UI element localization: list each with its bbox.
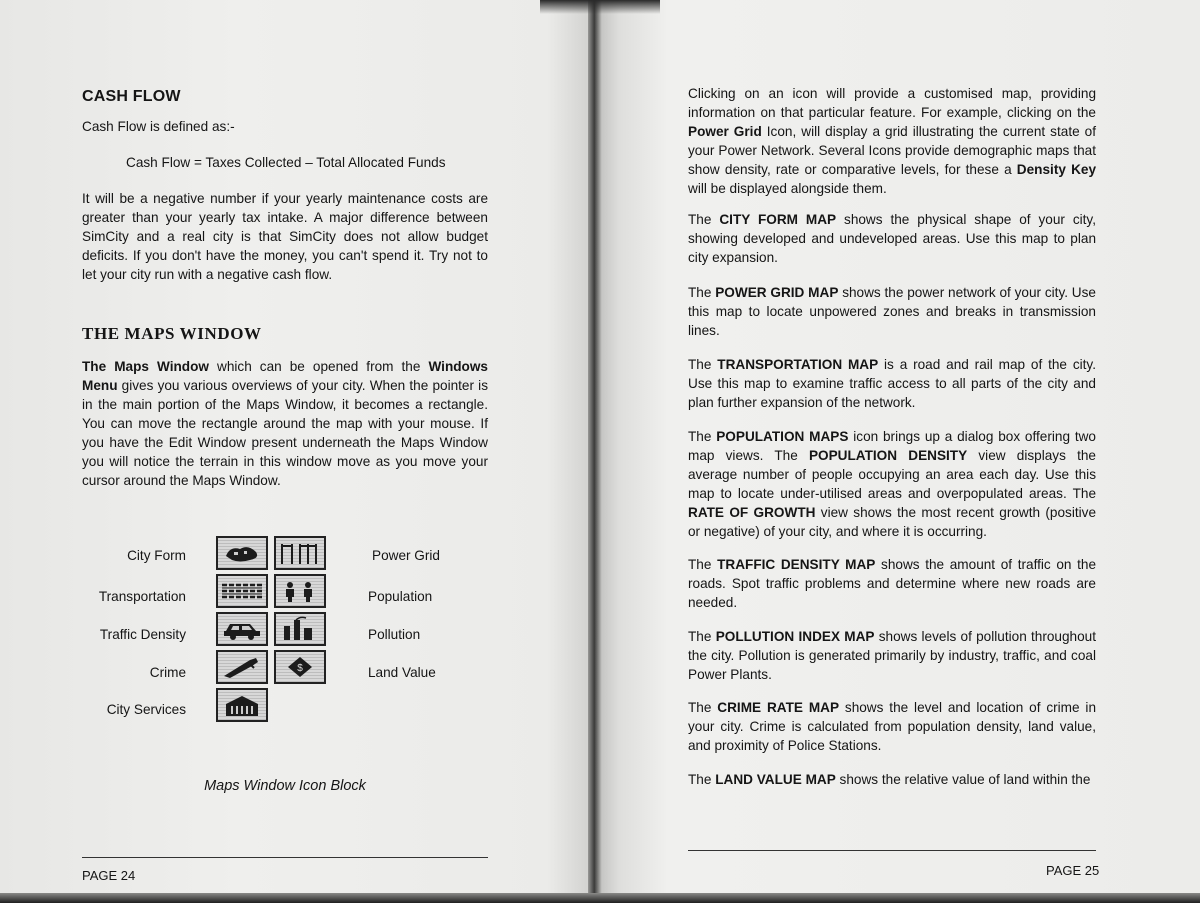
pollution-icon[interactable] <box>274 612 326 646</box>
left-page-number: PAGE 24 <box>82 868 136 883</box>
population-paragraph: The POPULATION MAPS icon brings up a dialog box offering two map views. The POPULATION DENSITY view displays the average number of people occupying an area each day. Use this map to locate under-utilised areas and overpopulated areas. The RATE OF GROWTH view shows the most recent growth (positive or negative) of your city, and where it is occurring. <box>688 429 1097 539</box>
bottom-page-edge <box>0 893 1200 903</box>
windows-menu-term: Windows Menu <box>82 359 488 393</box>
svg-text:$: $ <box>297 663 303 674</box>
label-traffic-density: Traffic Density <box>99 627 186 642</box>
power-grid-icon[interactable] <box>274 536 326 570</box>
label-power-grid: Power Grid <box>372 548 440 563</box>
city-services-icon[interactable] <box>216 688 268 722</box>
icon-block-caption: Maps Window Icon Block <box>204 778 366 794</box>
label-city-form: City Form <box>127 548 186 563</box>
crime-rate-paragraph: The CRIME RATE MAP shows the level and location of crime in your city. Crime is calculated from population density, land value, and proximity of Police Stations. <box>688 700 1097 753</box>
transportation-icon[interactable] <box>216 574 268 608</box>
land-value-paragraph: The LAND VALUE MAP shows the relative value of land within the <box>688 772 1091 787</box>
pollution-paragraph: The POLLUTION INDEX MAP shows levels of pollution throughout the city. Pollution is generated primarily by industry, traffic, and coal Power Plants. <box>688 629 1097 682</box>
cash-flow-formula: Cash Flow = Taxes Collected – Total Allocated Funds <box>126 155 446 170</box>
left-page <box>0 0 595 903</box>
label-transportation: Transportation <box>98 589 186 604</box>
transportation-paragraph: The TRANSPORTATION MAP is a road and rail map of the city. Use this map to examine traffic access to all parts of the city and plan further expansion of the network. <box>688 357 1096 410</box>
intro-paragraph: Clicking on an icon will provide a customised map, providing information on that particular feature. For example, clicking on the Power Grid Icon, will display a grid illustrating the current state of your Power Network. Several Icons provide demographic maps that show density, rate or comparative levels, for these a Density Key will be displayed alongside them. <box>688 86 1097 196</box>
right-page <box>595 0 1200 903</box>
label-crime: Crime <box>149 665 186 680</box>
city-form-icon[interactable] <box>216 536 268 570</box>
traffic-density-icon[interactable] <box>216 612 268 646</box>
cash-flow-definition: Cash Flow is defined as:- <box>82 119 235 134</box>
left-footer-rule <box>82 857 488 858</box>
city-form-paragraph: The CITY FORM MAP shows the physical shape of your city, showing developed and undeveloped areas. Use this map to plan city expansion. <box>688 212 1096 265</box>
land-value-icon[interactable] <box>274 650 326 684</box>
population-icon[interactable] <box>274 574 326 608</box>
crime-icon[interactable] <box>216 650 268 684</box>
cash-flow-heading: CASH FLOW <box>82 88 181 105</box>
maps-icon-block <box>216 536 326 722</box>
traffic-density-paragraph: The TRAFFIC DENSITY MAP shows the amount of traffic on the roads. Spot traffic problems and determine where new roads are needed. <box>688 557 1097 610</box>
label-pollution: Pollution <box>368 627 421 642</box>
right-footer-rule <box>688 850 1096 851</box>
top-binding-shadow <box>540 0 660 14</box>
label-city-services: City Services <box>106 702 186 717</box>
power-grid-paragraph: The POWER GRID MAP shows the power network of your city. Use this map to locate unpowered zones and breaks in transmission lines. <box>688 285 1096 338</box>
book-gutter <box>588 0 602 903</box>
label-population: Population <box>368 589 433 604</box>
maps-window-paragraph: The Maps Window which can be opened from the Windows Menu gives you various overviews of your city. When the pointer is in the main portion of the Maps Window, it becomes a rectangle. You can move the rectangle around the map with your mouse. If you have the Edit Window present underneath the Maps Window you will notice the terrain in this window move as you move your cursor around the Maps Window. <box>82 359 488 488</box>
maps-window-term: The Maps Window <box>82 359 209 374</box>
cash-flow-paragraph: It will be a negative number if your yearly maintenance costs are greater than your yearly tax intake. A major difference between SimCity and a real city is that SimCity does not allow budget deficits. If you don't have the money, you can't spend it. Try not to let your city run with a negative cash flow. <box>82 191 488 282</box>
label-land-value: Land Value <box>368 665 436 680</box>
right-page-number: PAGE 25 <box>1046 863 1100 878</box>
maps-window-heading: THE MAPS WINDOW <box>82 324 262 343</box>
